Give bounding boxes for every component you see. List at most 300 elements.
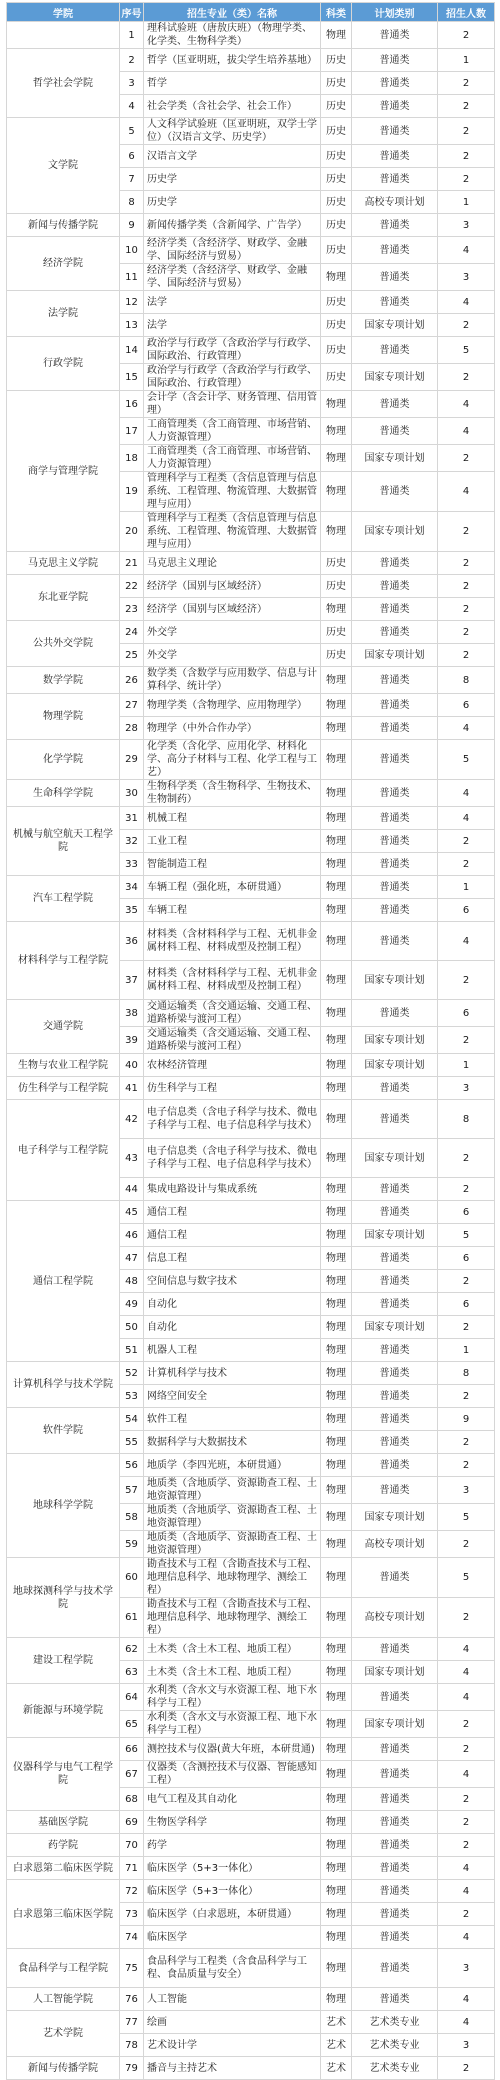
header-plan-type: 计划类别 — [352, 3, 438, 22]
plan-type-cell: 国家专项计划 — [352, 644, 438, 667]
subject-cell: 历史 — [321, 552, 352, 575]
quota-cell: 5 — [438, 740, 495, 780]
subject-cell: 历史 — [321, 337, 352, 364]
plan-type-cell: 国家专项计划 — [352, 1504, 438, 1531]
major-cell: 集成电路设计与集成系统 — [144, 1178, 321, 1201]
major-cell: 土木类（含土木工程、地质工程） — [144, 1661, 321, 1684]
index-cell: 67 — [120, 1761, 144, 1788]
subject-cell: 历史 — [321, 314, 352, 337]
header-college: 学院 — [7, 3, 120, 22]
plan-type-cell: 普通类 — [352, 1270, 438, 1293]
subject-cell: 艺术 — [321, 2034, 352, 2057]
subject-cell: 物理 — [321, 853, 352, 876]
subject-cell: 物理 — [321, 717, 352, 740]
quota-cell: 2 — [438, 1454, 495, 1477]
subject-cell: 艺术 — [321, 2011, 352, 2034]
plan-type-cell: 普通类 — [352, 667, 438, 694]
subject-cell: 历史 — [321, 621, 352, 644]
index-cell: 71 — [120, 1857, 144, 1880]
plan-type-cell: 普通类 — [352, 264, 438, 291]
subject-cell: 物理 — [321, 1811, 352, 1834]
subject-cell: 物理 — [321, 1598, 352, 1638]
quota-cell: 4 — [438, 1880, 495, 1903]
major-cell: 食品科学与工程类（含食品科学与工程、食品质量与安全） — [144, 1949, 321, 1988]
header-index: 序号 — [120, 3, 144, 22]
major-cell: 汉语言文学 — [144, 145, 321, 168]
major-cell: 艺术设计学 — [144, 2034, 321, 2057]
table-row — [7, 575, 495, 598]
subject-cell: 物理 — [321, 598, 352, 621]
major-cell: 物理学（中外合作办学） — [144, 717, 321, 740]
table-row — [7, 1408, 495, 1431]
subject-cell: 物理 — [321, 1385, 352, 1408]
quota-cell: 4 — [438, 472, 495, 512]
plan-type-cell: 普通类 — [352, 1178, 438, 1201]
subject-cell: 历史 — [321, 644, 352, 667]
index-cell: 72 — [120, 1880, 144, 1903]
subject-cell: 物理 — [321, 1100, 352, 1139]
index-cell: 76 — [120, 1988, 144, 2011]
quota-cell: 4 — [438, 391, 495, 418]
quota-cell: 1 — [438, 1339, 495, 1362]
index-cell: 39 — [120, 1027, 144, 1054]
enrollment-plan-table — [6, 2, 495, 2080]
subject-cell: 物理 — [321, 1178, 352, 1201]
index-cell: 68 — [120, 1788, 144, 1811]
major-cell: 车辆工程 — [144, 899, 321, 922]
table-row — [7, 740, 495, 780]
subject-cell: 物理 — [321, 1834, 352, 1857]
index-cell: 22 — [120, 575, 144, 598]
major-cell: 地质类（含地质学、资源勘查工程、土地资源管理） — [144, 1504, 321, 1531]
index-cell: 45 — [120, 1201, 144, 1224]
quota-cell: 2 — [438, 1834, 495, 1857]
quota-cell: 1 — [438, 876, 495, 899]
major-cell: 政治学与行政学（含政治学与行政学、国际政治、行政管理） — [144, 364, 321, 391]
subject-cell: 历史 — [321, 237, 352, 264]
subject-cell: 物理 — [321, 1362, 352, 1385]
subject-cell: 物理 — [321, 830, 352, 853]
table-row — [7, 118, 495, 145]
quota-cell: 2 — [438, 1811, 495, 1834]
quota-cell: 2 — [438, 1178, 495, 1201]
quota-cell: 2 — [438, 364, 495, 391]
quota-cell: 1 — [438, 191, 495, 214]
quota-cell: 6 — [438, 1293, 495, 1316]
major-cell: 历史学 — [144, 191, 321, 214]
subject-cell: 物理 — [321, 1339, 352, 1362]
plan-type-cell: 艺术类专业 — [352, 2057, 438, 2080]
subject-cell: 物理 — [321, 418, 352, 445]
college-cell: 数学学院 — [7, 667, 120, 694]
quota-cell: 1 — [438, 1054, 495, 1077]
college-cell: 文学院 — [7, 118, 120, 214]
quota-cell: 2 — [438, 72, 495, 95]
major-cell: 物理学类（含物理学、应用物理学） — [144, 694, 321, 717]
quota-cell: 5 — [438, 1558, 495, 1598]
subject-cell: 物理 — [321, 1247, 352, 1270]
college-cell: 东北亚学院 — [7, 575, 120, 621]
college-cell: 商学与管理学院 — [7, 391, 120, 552]
quota-cell: 4 — [438, 717, 495, 740]
subject-cell: 物理 — [321, 1949, 352, 1988]
major-cell: 测控技术与仪器(黄大年班，本研贯通) — [144, 1738, 321, 1761]
index-cell: 61 — [120, 1598, 144, 1638]
plan-type-cell: 普通类 — [352, 807, 438, 830]
major-cell: 经济学类（含经济学、财政学、金融学、国际经济与贸易） — [144, 237, 321, 264]
subject-cell: 历史 — [321, 575, 352, 598]
table-row — [7, 876, 495, 899]
quota-cell: 2 — [438, 598, 495, 621]
quota-cell: 3 — [438, 264, 495, 291]
major-cell: 播音与主持艺术 — [144, 2057, 321, 2080]
college-cell: 新闻与传播学院 — [7, 214, 120, 237]
quota-cell: 8 — [438, 1100, 495, 1139]
subject-cell: 物理 — [321, 1788, 352, 1811]
major-cell: 社会学类（含社会学、社会工作） — [144, 95, 321, 118]
quota-cell: 9 — [438, 1408, 495, 1431]
plan-type-cell: 高校专项计划 — [352, 1531, 438, 1558]
table-body — [7, 22, 495, 2080]
index-cell: 52 — [120, 1362, 144, 1385]
subject-cell: 物理 — [321, 961, 352, 1000]
quota-cell: 2 — [438, 1531, 495, 1558]
major-cell: 信息工程 — [144, 1247, 321, 1270]
index-cell: 63 — [120, 1661, 144, 1684]
plan-type-cell: 普通类 — [352, 1834, 438, 1857]
major-cell: 哲学（匡亚明班，拔尖学生培养基地） — [144, 49, 321, 72]
subject-cell: 物理 — [321, 1903, 352, 1926]
plan-type-cell: 国家专项计划 — [352, 1027, 438, 1054]
plan-type-cell: 普通类 — [352, 899, 438, 922]
index-cell: 2 — [120, 49, 144, 72]
plan-type-cell: 普通类 — [352, 1949, 438, 1988]
index-cell: 62 — [120, 1638, 144, 1661]
major-cell: 临床医学（5+3一体化） — [144, 1857, 321, 1880]
major-cell: 理科试验班（唐敖庆班）（物理学类、化学类、生物科学类） — [144, 22, 321, 49]
major-cell: 临床医学（白求恩班，本研贯通） — [144, 1903, 321, 1926]
subject-cell: 物理 — [321, 1224, 352, 1247]
table-row — [7, 1558, 495, 1598]
plan-type-cell: 普通类 — [352, 1684, 438, 1711]
quota-cell: 6 — [438, 1247, 495, 1270]
major-cell: 通信工程 — [144, 1224, 321, 1247]
index-cell: 31 — [120, 807, 144, 830]
table-row — [7, 1638, 495, 1661]
plan-type-cell: 普通类 — [352, 1000, 438, 1027]
index-cell: 42 — [120, 1100, 144, 1139]
index-cell: 23 — [120, 598, 144, 621]
major-cell: 人文科学试验班（匡亚明班，双学士学位）（汉语言文学、历史学） — [144, 118, 321, 145]
college-cell: 艺术学院 — [7, 2011, 120, 2057]
subject-cell: 历史 — [321, 214, 352, 237]
table-row — [7, 1880, 495, 1903]
index-cell: 46 — [120, 1224, 144, 1247]
quota-cell: 6 — [438, 899, 495, 922]
table-header-row — [7, 3, 495, 22]
plan-type-cell: 普通类 — [352, 1477, 438, 1504]
quota-cell: 2 — [438, 1027, 495, 1054]
quota-cell: 4 — [438, 237, 495, 264]
index-cell: 14 — [120, 337, 144, 364]
subject-cell: 物理 — [321, 1857, 352, 1880]
quota-cell: 2 — [438, 95, 495, 118]
subject-cell: 物理 — [321, 445, 352, 472]
subject-cell: 历史 — [321, 364, 352, 391]
index-cell: 70 — [120, 1834, 144, 1857]
major-cell: 交通运输类（含交通运输、交通工程、道路桥梁与渡河工程） — [144, 1027, 321, 1054]
college-cell: 生物与农业工程学院 — [7, 1054, 120, 1077]
quota-cell: 5 — [438, 1224, 495, 1247]
major-cell: 马克思主义理论 — [144, 552, 321, 575]
plan-type-cell: 国家专项计划 — [352, 1224, 438, 1247]
index-cell: 8 — [120, 191, 144, 214]
plan-type-cell: 普通类 — [352, 168, 438, 191]
plan-type-cell: 普通类 — [352, 1638, 438, 1661]
index-cell: 48 — [120, 1270, 144, 1293]
quota-cell: 2 — [438, 1431, 495, 1454]
index-cell: 16 — [120, 391, 144, 418]
major-cell: 电子信息类（含电子科学与技术、微电子科学与工程、电子信息科学与技术） — [144, 1139, 321, 1178]
quota-cell: 2 — [438, 1270, 495, 1293]
plan-type-cell: 国家专项计划 — [352, 1661, 438, 1684]
header-major: 招生专业（类）名称 — [144, 3, 321, 22]
plan-type-cell: 国家专项计划 — [352, 1139, 438, 1178]
index-cell: 66 — [120, 1738, 144, 1761]
college-cell — [7, 22, 120, 49]
subject-cell: 物理 — [321, 1201, 352, 1224]
subject-cell: 物理 — [321, 740, 352, 780]
college-cell: 药学院 — [7, 1834, 120, 1857]
quota-cell: 2 — [438, 1139, 495, 1178]
plan-type-cell: 普通类 — [352, 1811, 438, 1834]
index-cell: 41 — [120, 1077, 144, 1100]
table-row — [7, 214, 495, 237]
table-row — [7, 1684, 495, 1711]
plan-type-cell: 艺术类专业 — [352, 2011, 438, 2034]
subject-cell: 物理 — [321, 899, 352, 922]
plan-type-cell: 国家专项计划 — [352, 314, 438, 337]
plan-type-cell: 普通类 — [352, 391, 438, 418]
index-cell: 28 — [120, 717, 144, 740]
subject-cell: 历史 — [321, 118, 352, 145]
index-cell: 55 — [120, 1431, 144, 1454]
quota-cell: 3 — [438, 1477, 495, 1504]
major-cell: 电子信息类（含电子科学与技术、微电子科学与工程、电子信息科学与技术） — [144, 1100, 321, 1139]
major-cell: 地质类（含地质学、资源勘查工程、土地资源管理） — [144, 1477, 321, 1504]
major-cell: 经济学类（含经济学、财政学、金融学、国际经济与贸易） — [144, 264, 321, 291]
table-row — [7, 1454, 495, 1477]
subject-cell: 历史 — [321, 191, 352, 214]
table-row — [7, 552, 495, 575]
plan-type-cell: 普通类 — [352, 876, 438, 899]
quota-cell: 4 — [438, 780, 495, 807]
major-cell: 管理科学与工程类（含信息管理与信息系统、工程管理、物流管理、大数据管理与应用） — [144, 512, 321, 552]
quota-cell: 2 — [438, 830, 495, 853]
table-row — [7, 780, 495, 807]
plan-type-cell: 普通类 — [352, 291, 438, 314]
quota-cell: 8 — [438, 1362, 495, 1385]
subject-cell: 物理 — [321, 1316, 352, 1339]
index-cell: 24 — [120, 621, 144, 644]
subject-cell: 物理 — [321, 1926, 352, 1949]
index-cell: 44 — [120, 1178, 144, 1201]
college-cell: 仪器科学与电气工程学院 — [7, 1738, 120, 1811]
college-cell: 物理学院 — [7, 694, 120, 740]
major-cell: 材料类（含材料科学与工程、无机非金属材料工程、材料成型及控制工程） — [144, 922, 321, 961]
quota-cell: 4 — [438, 1684, 495, 1711]
index-cell: 59 — [120, 1531, 144, 1558]
college-cell: 新能源与环境学院 — [7, 1684, 120, 1738]
subject-cell: 物理 — [321, 1761, 352, 1788]
plan-type-cell: 普通类 — [352, 472, 438, 512]
table-row — [7, 1949, 495, 1988]
subject-cell: 物理 — [321, 1638, 352, 1661]
plan-type-cell: 普通类 — [352, 1988, 438, 2011]
quota-cell: 3 — [438, 1949, 495, 1988]
index-cell: 69 — [120, 1811, 144, 1834]
college-cell: 汽车工程学院 — [7, 876, 120, 922]
table-row — [7, 1100, 495, 1139]
plan-type-cell: 国家专项计划 — [352, 1316, 438, 1339]
subject-cell: 物理 — [321, 1738, 352, 1761]
table-row — [7, 2011, 495, 2034]
quota-cell: 1 — [438, 49, 495, 72]
index-cell: 36 — [120, 922, 144, 961]
subject-cell: 历史 — [321, 72, 352, 95]
table-row — [7, 291, 495, 314]
table-row — [7, 337, 495, 364]
college-cell: 公共外交学院 — [7, 621, 120, 667]
index-cell: 3 — [120, 72, 144, 95]
plan-type-cell: 普通类 — [352, 22, 438, 49]
subject-cell: 物理 — [321, 1988, 352, 2011]
major-cell: 地质类（含地质学、资源勘查工程、土地资源管理） — [144, 1531, 321, 1558]
table-row — [7, 1077, 495, 1100]
index-cell: 26 — [120, 667, 144, 694]
subject-cell: 物理 — [321, 22, 352, 49]
plan-type-cell: 普通类 — [352, 694, 438, 717]
major-cell: 历史学 — [144, 168, 321, 191]
plan-type-cell: 普通类 — [352, 1761, 438, 1788]
major-cell: 绘画 — [144, 2011, 321, 2034]
quota-cell: 4 — [438, 1926, 495, 1949]
subject-cell: 物理 — [321, 472, 352, 512]
plan-type-cell: 国家专项计划 — [352, 961, 438, 1000]
major-cell: 新闻传播学类（含新闻学、广告学） — [144, 214, 321, 237]
subject-cell: 物理 — [321, 1139, 352, 1178]
subject-cell: 物理 — [321, 876, 352, 899]
subject-cell: 物理 — [321, 1661, 352, 1684]
major-cell: 通信工程 — [144, 1201, 321, 1224]
subject-cell: 物理 — [321, 1077, 352, 1100]
header-subject: 科类 — [321, 3, 352, 22]
plan-type-cell: 普通类 — [352, 118, 438, 145]
subject-cell: 物理 — [321, 1477, 352, 1504]
quota-cell: 2 — [438, 1711, 495, 1738]
index-cell: 60 — [120, 1558, 144, 1598]
major-cell: 数据科学与大数据技术 — [144, 1431, 321, 1454]
plan-type-cell: 普通类 — [352, 145, 438, 168]
college-cell: 行政学院 — [7, 337, 120, 391]
index-cell: 40 — [120, 1054, 144, 1077]
plan-type-cell: 高校专项计划 — [352, 1598, 438, 1638]
index-cell: 6 — [120, 145, 144, 168]
index-cell: 12 — [120, 291, 144, 314]
college-cell: 地球科学学院 — [7, 1454, 120, 1558]
quota-cell: 3 — [438, 214, 495, 237]
college-cell: 马克思主义学院 — [7, 552, 120, 575]
table-row — [7, 49, 495, 72]
subject-cell: 物理 — [321, 391, 352, 418]
quota-cell: 6 — [438, 1201, 495, 1224]
plan-type-cell: 国家专项计划 — [352, 364, 438, 391]
college-cell: 人工智能学院 — [7, 1988, 120, 2011]
plan-type-cell: 普通类 — [352, 1100, 438, 1139]
major-cell: 电气工程及其自动化 — [144, 1788, 321, 1811]
quota-cell: 6 — [438, 694, 495, 717]
index-cell: 29 — [120, 740, 144, 780]
quota-cell: 2 — [438, 853, 495, 876]
subject-cell: 物理 — [321, 1531, 352, 1558]
major-cell: 车辆工程（强化班，本研贯通） — [144, 876, 321, 899]
major-cell: 水利类（含水文与水资源工程、地下水科学与工程） — [144, 1711, 321, 1738]
index-cell: 57 — [120, 1477, 144, 1504]
quota-cell: 4 — [438, 1988, 495, 2011]
plan-type-cell: 普通类 — [352, 1385, 438, 1408]
major-cell: 农林经济管理 — [144, 1054, 321, 1077]
major-cell: 机器人工程 — [144, 1339, 321, 1362]
index-cell: 20 — [120, 512, 144, 552]
quota-cell: 2 — [438, 1903, 495, 1926]
subject-cell: 物理 — [321, 667, 352, 694]
table-row — [7, 1054, 495, 1077]
plan-type-cell: 普通类 — [352, 1362, 438, 1385]
major-cell: 临床医学（5+3一体化） — [144, 1880, 321, 1903]
quota-cell: 2 — [438, 1316, 495, 1339]
major-cell: 土木类（含土木工程、地质工程） — [144, 1638, 321, 1661]
header-quota: 招生人数 — [438, 3, 495, 22]
index-cell: 32 — [120, 830, 144, 853]
quota-cell: 4 — [438, 291, 495, 314]
major-cell: 管理科学与工程类（含信息管理与信息系统、工程管理、物流管理、大数据管理与应用） — [144, 472, 321, 512]
plan-type-cell: 普通类 — [352, 1339, 438, 1362]
college-cell: 经济学院 — [7, 237, 120, 291]
index-cell: 10 — [120, 237, 144, 264]
table-row — [7, 667, 495, 694]
index-cell: 75 — [120, 1949, 144, 1988]
index-cell: 51 — [120, 1339, 144, 1362]
quota-cell: 5 — [438, 1504, 495, 1531]
subject-cell: 物理 — [321, 1684, 352, 1711]
plan-type-cell: 普通类 — [352, 337, 438, 364]
table-row — [7, 1988, 495, 2011]
major-cell: 自动化 — [144, 1293, 321, 1316]
subject-cell: 物理 — [321, 1293, 352, 1316]
college-cell: 电子科学与工程学院 — [7, 1100, 120, 1201]
major-cell: 化学类（含化学、应用化学、材料化学、高分子材料与工程、化学工程与工艺） — [144, 740, 321, 780]
index-cell: 53 — [120, 1385, 144, 1408]
college-cell: 机械与航空航天工程学院 — [7, 807, 120, 876]
college-cell: 新闻与传播学院 — [7, 2057, 120, 2080]
college-cell: 材料科学与工程学院 — [7, 922, 120, 1000]
major-cell: 地质学（李四光班，本研贯通） — [144, 1454, 321, 1477]
subject-cell: 艺术 — [321, 2057, 352, 2080]
subject-cell: 历史 — [321, 291, 352, 314]
major-cell: 法学 — [144, 291, 321, 314]
plan-type-cell: 普通类 — [352, 1454, 438, 1477]
subject-cell: 历史 — [321, 168, 352, 191]
